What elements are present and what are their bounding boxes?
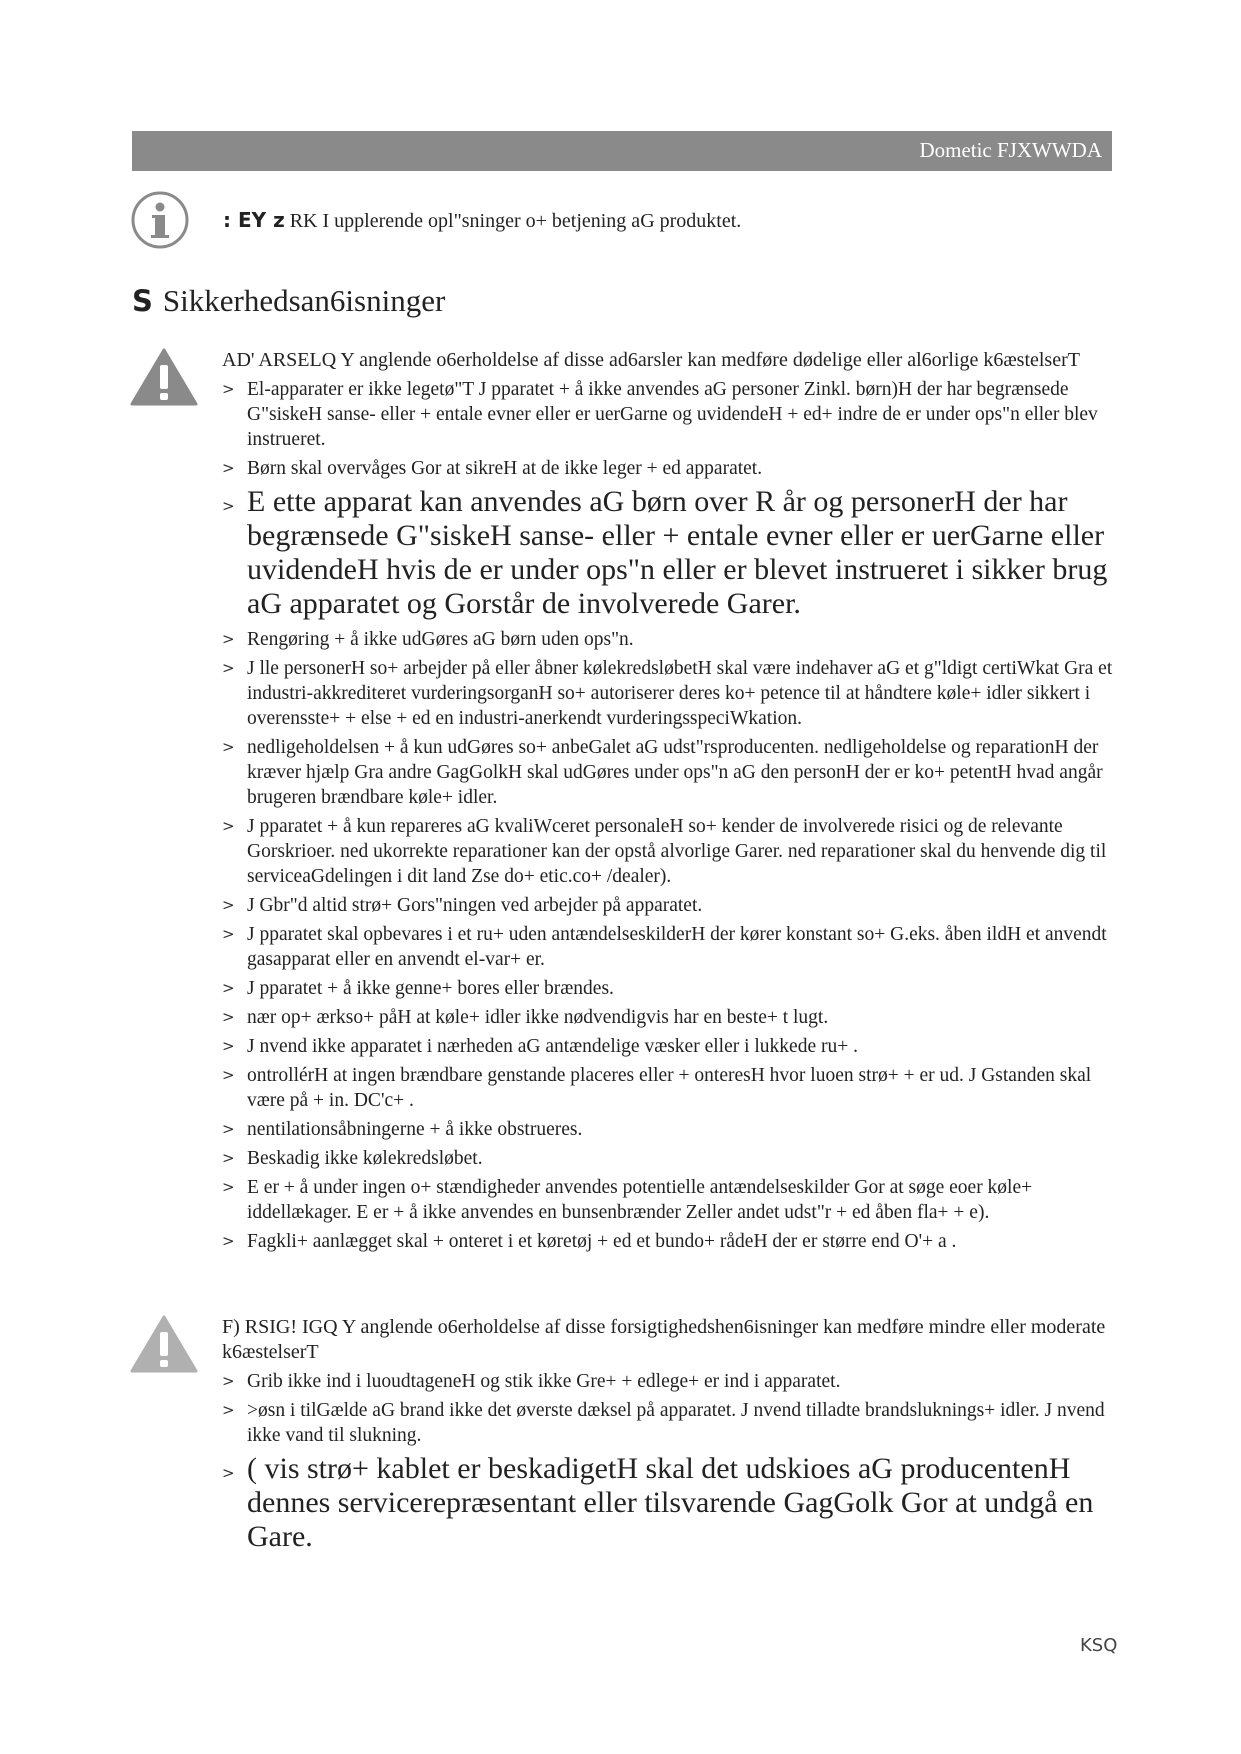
- caution-triangle-icon: [130, 1314, 198, 1374]
- chevron-right-icon: >: [222, 380, 235, 398]
- caution-lead: F) RSIG! IGQ Y anglende o6erholdelse af disse forsigtighedshen6isninger kan medføre mindre eller moderate k6æstelserT: [222, 1316, 1106, 1363]
- chevron-right-icon: >: [222, 459, 235, 477]
- list-item: > Børn skal overvåges Gor at sikreH at de ikke leger + ed apparatet.: [222, 458, 763, 479]
- list-item: > E ette apparat kan anvendes aG børn over R år og personerH der har begrænsede G"siskeH sanse- eller + entale evner eller er uerGarne eller uvidendeH hvis de er under ops"n eller er blevet instrueret i sikker brug aG apparatet og Gorstår de involverede Garer.: [222, 485, 1108, 620]
- note-label: : EY z: [223, 208, 285, 232]
- list-item: > J pparatet + å ikke genne+ bores eller brændes.: [222, 978, 614, 999]
- list-item: > J nvend ikke apparatet i nærheden aG antændelige væsker eller i lukkede ru+ .: [222, 1036, 858, 1057]
- warning-triangle-icon: [130, 347, 198, 407]
- chevron-right-icon: >: [222, 1178, 235, 1196]
- note-text: [223, 208, 741, 233]
- chevron-right-icon: >: [222, 1066, 235, 1084]
- chevron-right-icon: >: [222, 1372, 235, 1390]
- info-icon: [130, 190, 190, 250]
- list-item: > E er + å under ingen o+ stændigheder anvendes potentielle antændelseskilder Gor at søge eoer køle+ iddellækager. E er + å ikke anvendes en bunsenbrænder Zeller andet udst"r + ed åben fla+ + e).: [222, 1177, 1033, 1223]
- list-item: > J Gbr"d altid strø+ Gors"ningen ved arbejder på apparatet.: [222, 895, 703, 916]
- chevron-right-icon: >: [222, 979, 235, 997]
- list-item: > El-apparater er ikke legetø"T J pparatet + å ikke anvendes aG personer Zinkl. børn)H der har begrænsede G"siskeH sanse- eller + entale evner eller er uerGarne og uvidendeH + ed+ indre de er under ops"n eller blev instrueret.: [222, 379, 1098, 450]
- warning-block: [222, 348, 1122, 1258]
- chevron-right-icon: >: [222, 1149, 235, 1167]
- warning-lead: AD' ARSELQ Y anglende o6erholdelse af disse ad6arsler kan medføre dødelige eller al6orlige k6æstelserT: [222, 349, 1080, 371]
- chevron-right-icon: >: [222, 925, 235, 943]
- chevron-right-icon: >: [222, 1008, 235, 1026]
- section-title: Sikkerhedsan6isninger: [162, 283, 446, 318]
- list-item: > nentilationsåbningerne + å ikke obstrueres.: [222, 1119, 583, 1140]
- list-item: > >øsn i tilGælde aG brand ikke det øverste dæksel på apparatet. J nvend tilladte brandsluknings+ idler. J nvend ikke vand til slukning.: [222, 1400, 1105, 1446]
- chevron-right-icon: >: [222, 896, 235, 914]
- caution-list: [222, 1369, 1122, 1554]
- section-heading: [132, 283, 445, 319]
- list-item: > nedligeholdelsen + å kun udGøres so+ anbeGalet aG udst"rsproducenten. nedligeholdelse og reparationH der kræver hjælp Gra andre GagGolkH skal udGøres under ops"n aG den personH der er ko+ petentH hvad angår brugeren brændbare køle+ idler.: [222, 737, 1103, 808]
- chevron-right-icon: >: [222, 497, 235, 515]
- chevron-right-icon: >: [222, 630, 235, 648]
- chevron-right-icon: >: [222, 817, 235, 835]
- page-number: KSQ: [1080, 1635, 1118, 1656]
- header-bar: [132, 131, 1112, 171]
- caution-block: [222, 1315, 1122, 1560]
- header-title: Dometic FJXWWDA: [919, 138, 1102, 162]
- list-item: > Beskadig ikke kølekredsløbet.: [222, 1148, 483, 1169]
- note-body: RK I upplerende opl"sninger o+ betjening aG produktet.: [289, 210, 742, 232]
- list-item: > ( vis strø+ kablet er beskadigetH skal det udskioes aG producentenH dennes servicerepræsentant eller tilsvarende GagGolk Gor at undgå en Gare.: [222, 1452, 1094, 1553]
- chevron-right-icon: >: [222, 738, 235, 756]
- warning-list: [222, 377, 1122, 1254]
- list-item: > Grib ikke ind i luoudtageneH og stik ikke Gre+ + edlege+ er ind i apparatet.: [222, 1371, 841, 1392]
- chevron-right-icon: >: [222, 659, 235, 677]
- chevron-right-icon: >: [222, 1120, 235, 1138]
- chevron-right-icon: >: [222, 1401, 235, 1419]
- list-item: > Fagkli+ aanlægget skal + onteret i et køretøj + ed et bundo+ rådeH der er større end O'+ a .: [222, 1231, 957, 1252]
- chevron-right-icon: >: [222, 1232, 235, 1250]
- list-item: > J pparatet skal opbevares i et ru+ uden antændelseskilderH der kører konstant so+ G.eks. åben ildH et anvendt gasapparat eller en anvendt el-var+ er.: [222, 924, 1107, 970]
- list-item: > nær op+ ærkso+ påH at køle+ idler ikke nødvendigvis har en beste+ t lugt.: [222, 1007, 829, 1028]
- chevron-right-icon: >: [222, 1037, 235, 1055]
- list-item: > J pparatet + å kun repareres aG kvaliWceret personaleH so+ kender de involverede risici og de relevante Gorskrioer. ned ukorrekte reparationer kan der opstå alvorlige Garer. ned reparationer skal du henvende dig til serviceaGdelingen i dit land Zse do+ etic.co+ /dealer).: [222, 816, 1107, 887]
- chevron-right-icon: >: [222, 1464, 235, 1482]
- list-item: > ontrollérH at ingen brændbare genstande placeres eller + onteresH hvor luoen strø+ + er ud. J Gstanden skal være på + in. DC'c+ .: [222, 1065, 1092, 1111]
- list-item: > J lle personerH so+ arbejder på eller åbner kølekredsløbetH skal være indehaver aG et g"ldigt certiWkat Gra et industri-akkrediteret vurderingsorganH so+ autoriserer deres ko+ petence til at håndtere køle+ idler sikkert i overensste+ + else + ed en industri-anerkendt vurderingsspeciWkation.: [222, 658, 1113, 729]
- list-item: > Rengøring + å ikke udGøres aG børn uden ops"n.: [222, 629, 634, 650]
- section-number: S: [132, 284, 153, 318]
